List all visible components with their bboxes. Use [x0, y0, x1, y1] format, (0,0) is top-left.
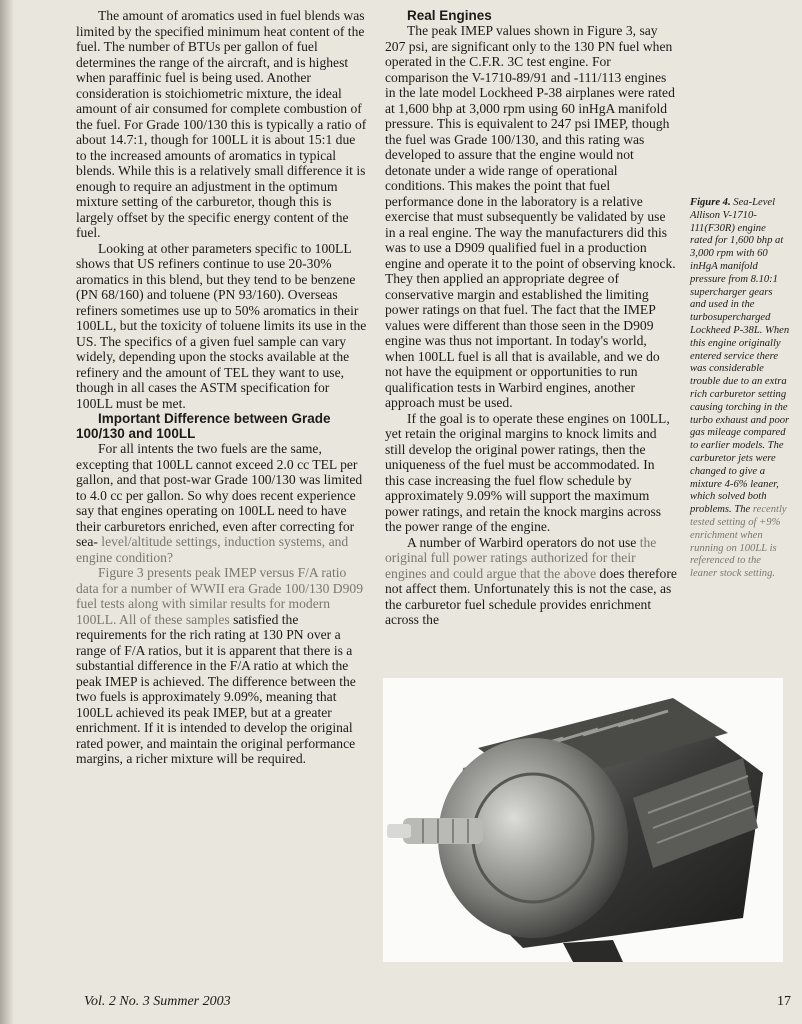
paragraph: If the goal is to operate these engines on 100LL, yet retain the original margins to knock limits and still develop the original power ratings, then the uniqueness of the fuel must be accommodated. In this case increasing the fuel flow schedule by approximately 9.09% will support the maximum power ratings, and retain the knock margins across the power range of the engine. — [385, 410, 670, 534]
page-binding-shadow — [0, 0, 14, 1024]
section-heading: Real Engines — [407, 8, 492, 23]
engine-photo — [383, 678, 783, 962]
caption-text-faded: recently tested setting of +9% enrichment when running on 100LL is referenced to the leaner stock setting. — [690, 504, 787, 580]
paragraph: The amount of aromatics used in fuel blends was limited by the specified minimum heat content of the fuel. The number of BTUs per gallon of fuel determines the range of the aircraft, and is highest when paraffinic fuel is being used. Another consideration is stoichiometric mixture, the ideal amount of air consumed for complete combustion of the fuel. For Grade 100/130 this is typically a ratio of about 14.7:1, though for 100LL it is about 15:1 due to the increased amounts of aromatics in typical blends. While this is a relatively small difference it is enough to require an adjustment in the optimum mixture setting of the carburetor, though this is largely offset by the specific energy content of the fuel. — [76, 8, 367, 240]
middle-column — [385, 8, 677, 628]
paragraph: Figure 3 presents peak IMEP versus F/A ratio data for a number of WWII era Grade 100/130 D909 fuel tests along with similar results for modern 100LL. All of these samples satisfied the requirements for the rich rating at 130 PN over a range of F/A ratios, but it is apparent that there is a substantial difference in the F/A ratio at which the peak IMEP is achieved. The difference between the two fuels is approximately 9.09%, meaning that 100LL achieved its peak IMEP, but at a greater enrichment. If it is intended to develop the original rated power, and maintain the original performance margins, a richer mixture will be required. — [76, 565, 363, 766]
issue-footer: Vol. 2 No. 3 Summer 2003 — [84, 994, 231, 1009]
left-column — [76, 8, 368, 767]
section-heading: Important Difference between Grade 100/130 and 100LL — [76, 411, 331, 441]
v1710-engine-illustration — [383, 678, 783, 962]
paragraph: Looking at other parameters specific to 100LL shows that US refiners continue to use 20-30% aromatics in this blend, but they tend to be benzene (PN 68/160) and toluene (PN 93/160). Overseas refiners sometimes use up to 50% aromatics in their 100LL, but the toxicity of toluene limits its use in the US. The specifics of a given fuel sample can vary widely, depending upon the stocks available at the refinery and the amount of TEL they want to use, though in all cases the ASTM specification for 100LL must be met. — [76, 240, 367, 411]
figure-label: Figure 4. — [690, 197, 731, 208]
caption-text: Sea-Level Allison V-1710-111(F30R) engine rated for 1,600 bhp at 3,000 rpm with 60 inHgA manifold pressure from 8.10:1 supercharger gears and used in the turbosupercharged Lockheed P-38L. When this engine originally entered service there was considerable trouble due to an extra rich carburetor setting causing torching in the turbo exhaust and poor gas mileage compared to earlier models. The carburetor jets were changed to give a mixture 4-6% leaner, which solved both problems. The — [690, 197, 790, 516]
paragraph: A number of Warbird operators do not use the original full power ratings authorized for their engines and could argue that the above does therefore not affect them. Unfortunately this is not the case, as the carburetor fuel schedule provides enrichment across the — [385, 534, 677, 627]
page-number: 17 — [777, 994, 791, 1009]
paragraph: The peak IMEP values shown in Figure 3, say 207 psi, are significant only to the 130 PN fuel when operated in the C.F.R. 3C test engine. For comparison the V-1710-89/91 and -111/113 engines in the late model Lockheed P-38 airplanes were rated at 1,600 bhp at 3,000 rpm using 60 inHgA manifold pressure. This is equivalent to 247 psi IMEP, though the fuel was Grade 100/130, and this rating was developed to assure that the engine would not detonate under a wide range of operational conditions. This makes the point that fuel performance done in the laboratory is a relative exercise that must subsequently be validated by use in a real engine. The way the manufacturers did this was to use a D909 qualified fuel in a production engine and operate it to the point of observing knock. They then applied an appropriate degree of conservative margin and established the limiting power ratings on that fuel. The fact that the IMEP values were different than those seen in the D909 engine was thus not important. In today's world, when 100LL fuel is all that is available, and we do not have the equipment or opportunities to run qualification tests in Warbird engines, another approach must be used. — [385, 23, 676, 410]
paragraph: For all intents the two fuels are the same, excepting that 100LL cannot exceed 2.0 cc TEL per gallon, and that post-war Grade 100/130 was limited to 4.0 cc per gallon. So why does recent experience say that engines operating on 100LL need to have their carburetors enriched, even after correcting for sea- level/altitude settings, induction systems, and engine condition? — [76, 441, 363, 565]
figure-caption — [690, 197, 790, 581]
